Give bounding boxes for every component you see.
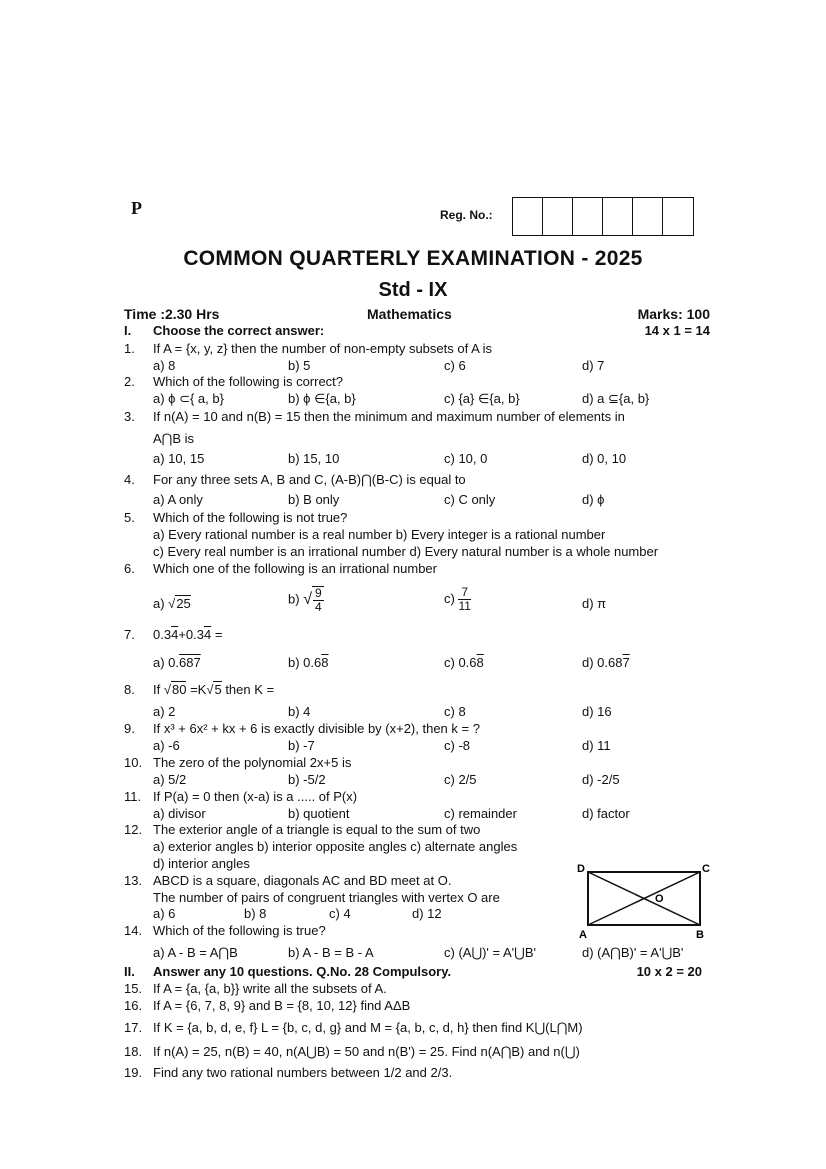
question-number: 2.: [124, 374, 135, 389]
option-d: d) ϕ: [582, 492, 605, 507]
option-c: c) -8: [444, 738, 470, 753]
question-number: 10.: [124, 755, 143, 770]
question-15: [124, 981, 710, 998]
vertex-a-label: A: [579, 929, 587, 941]
option-a: a) ϕ ⊂{ a, b}: [153, 391, 224, 406]
option-b: b) -7: [288, 738, 315, 753]
question-1-options: [124, 358, 710, 375]
option-d: d) (A⋂B)' = A'⋃B': [582, 945, 684, 960]
question-number: 19.: [124, 1065, 143, 1080]
option-d: d) 12: [412, 906, 442, 921]
question-text: If x³ + 6x² + kx + 6 is exactly divisible by (x+2), then k = ?: [153, 721, 480, 736]
question-4: [124, 472, 710, 489]
question-5-options-1: [124, 527, 710, 544]
option-b: b) quotient: [288, 806, 350, 821]
question-8: [124, 682, 710, 699]
reg-box[interactable]: [603, 198, 633, 235]
question-16: [124, 998, 710, 1015]
question-3-options: [124, 451, 710, 468]
option-c: c) 0.68: [444, 655, 484, 670]
option-b: b) 0.68: [288, 655, 329, 670]
option-d: d) 16: [582, 704, 612, 719]
option-b: b) √ $\frac{9}{4}$: [288, 586, 322, 614]
option-a: a) 10, 15: [153, 451, 205, 466]
option-c: c) C only: [444, 492, 496, 507]
option-line: d) interior angles: [153, 856, 250, 871]
question-text: If n(A) = 25, n(B) = 40, n(A⋃B) = 50 and n(B') = 25. Find n(A⋂B) and n(⋃): [153, 1044, 580, 1059]
question-text: 0.34+0.34 =: [153, 627, 223, 642]
option-a: a) 6: [153, 906, 176, 921]
question-text: The exterior angle of a triangle is equal to the sum of two: [153, 822, 481, 837]
exam-title: COMMON QUARTERLY EXAMINATION - 2025: [183, 247, 643, 270]
option-a: a) √25: [153, 596, 191, 611]
question-10: [124, 755, 710, 772]
question-number: 11.: [124, 789, 142, 804]
question-text: Which one of the following is an irrational number: [153, 561, 437, 576]
reg-box[interactable]: [543, 198, 573, 235]
exam-info-row: [124, 306, 710, 323]
option-d: d) 0, 10: [582, 451, 627, 466]
question-17: [124, 1020, 710, 1037]
question-number: 17.: [124, 1020, 143, 1035]
question-text: If A = {x, y, z} then the number of non-empty subsets of A is: [153, 341, 493, 356]
question-text: Find any two rational numbers between 1/2 and 2/3.: [153, 1065, 453, 1080]
question-number: 13.: [124, 873, 143, 888]
part-instruction: Choose the correct answer:: [153, 323, 325, 338]
question-7-options: [124, 655, 710, 672]
reg-no-label: Reg. No.:: [440, 208, 493, 222]
question-text: If P(a) = 0 then (x-a) is a ..... of P(x): [153, 789, 358, 804]
vertex-d-label: D: [577, 863, 585, 875]
vertex-c-label: C: [702, 863, 710, 875]
question-6: [124, 561, 710, 578]
option-line: a) exterior angles b) interior opposite angles c) alternate angles: [153, 839, 518, 854]
option-b: b) 8: [244, 906, 267, 921]
reg-box[interactable]: [633, 198, 663, 235]
question-5-options-2: [124, 544, 710, 561]
option-d: d) a ⊆{a, b}: [582, 391, 650, 406]
question-number: 3.: [124, 409, 135, 424]
question-text: ABCD is a square, diagonals AC and BD meet at O.: [153, 873, 452, 888]
question-text: If √80 =K√5 then K =: [153, 682, 275, 697]
question-text: If A = {6, 7, 8, 9} and B = {8, 10, 12} find AΔB: [153, 998, 411, 1013]
subject-label: Mathematics: [367, 306, 452, 322]
part1-heading: [124, 323, 710, 340]
question-7: [124, 627, 710, 644]
option-c: c) 4: [329, 906, 351, 921]
option-d: d) 0.687: [582, 655, 630, 670]
part-number: II.: [124, 964, 135, 979]
part-marks: 14 x 1 = 14: [644, 323, 710, 338]
option-a: a) divisor: [153, 806, 206, 821]
question-number: 8.: [124, 682, 135, 697]
marks-label: Marks: 100: [637, 306, 710, 322]
question-number: 12.: [124, 822, 143, 837]
question-6-options: [124, 586, 710, 620]
option-b: b) ϕ ∈{a, b}: [288, 391, 356, 406]
option-a: a) -6: [153, 738, 180, 753]
question-number: 7.: [124, 627, 135, 642]
question-number: 16.: [124, 998, 143, 1013]
option-c: c) (A⋃)' = A'⋃B': [444, 945, 536, 960]
question-text: Which of the following is correct?: [153, 374, 344, 389]
reg-no-boxes[interactable]: [512, 197, 694, 236]
question-4-options: [124, 492, 710, 509]
question-text: If A = {a, {a, b}} write all the subsets of A.: [153, 981, 387, 996]
option-d: d) 11: [582, 738, 611, 753]
option-b: b) 15, 10: [288, 451, 340, 466]
part-instruction: Answer any 10 questions. Q.No. 28 Compulsory.: [153, 964, 452, 979]
question-number: 4.: [124, 472, 135, 487]
question-2: [124, 374, 710, 391]
question-12: [124, 822, 710, 839]
option-d: d) 7: [582, 358, 605, 373]
reg-box[interactable]: [663, 198, 693, 235]
question-text: If n(A) = 10 and n(B) = 15 then the minimum and maximum number of elements in: [153, 409, 625, 424]
question-text: Which of the following is true?: [153, 923, 326, 938]
option-b: b) 5: [288, 358, 311, 373]
question-19: [124, 1065, 710, 1082]
question-2-options: [124, 391, 710, 408]
option-c: c) remainder: [444, 806, 517, 821]
question-10-options: [124, 772, 710, 789]
option-c: c) 2/5: [444, 772, 477, 787]
option-c: c) $\frac{7}{11}$: [444, 585, 471, 613]
option-a: a) A only: [153, 492, 203, 507]
question-14-options: [124, 945, 710, 962]
option-a: a) 2: [153, 704, 176, 719]
question-5: [124, 510, 710, 527]
option-d: d) π: [582, 596, 607, 611]
question-number: 14.: [124, 923, 143, 938]
question-number: 6.: [124, 561, 135, 576]
question-number: 5.: [124, 510, 135, 525]
option-b: b) 4: [288, 704, 311, 719]
question-11: [124, 789, 710, 806]
reg-box[interactable]: [513, 198, 543, 235]
page-code: P: [131, 198, 142, 218]
question-1: [124, 341, 710, 358]
center-o-label: O: [655, 893, 664, 905]
question-14: [124, 923, 710, 940]
option-b: b) A - B = B - A: [288, 945, 374, 960]
question-3: [124, 409, 710, 426]
std-label: Std - IX: [378, 279, 448, 301]
question-text: Which of the following is not true?: [153, 510, 348, 525]
option-a: a) 0.687: [153, 655, 201, 670]
question-number: 9.: [124, 721, 135, 736]
option-line: c) Every real number is an irrational number d) Every natural number is a whole number: [153, 544, 659, 559]
option-b: b) -5/2: [288, 772, 326, 787]
option-line: a) Every rational number is a real number b) Every integer is a rational number: [153, 527, 606, 542]
part-number: I.: [124, 323, 132, 338]
time-label: Time :2.30 Hrs: [124, 306, 220, 322]
question-12-options-1: [124, 839, 710, 856]
question-text: A⋂B is: [153, 431, 195, 446]
question-text: If K = {a, b, d, e, f} L = {b, c, d, g} and M = {a, b, c, d, h} then find K⋃(L⋂M): [153, 1020, 583, 1035]
reg-box[interactable]: [573, 198, 603, 235]
option-c: c) 8: [444, 704, 466, 719]
option-c: c) 6: [444, 358, 466, 373]
option-a: a) 8: [153, 358, 176, 373]
part-marks: 10 x 2 = 20: [636, 964, 702, 979]
question-number: 15.: [124, 981, 143, 996]
option-a: a) 5/2: [153, 772, 187, 787]
question-text: The zero of the polynomial 2x+5 is: [153, 755, 352, 770]
question-3-cont: [124, 431, 710, 448]
question-number: 1.: [124, 341, 135, 356]
question-number: 18.: [124, 1044, 143, 1059]
option-c: c) {a} ∈{a, b}: [444, 391, 520, 406]
question-18: [124, 1044, 710, 1061]
part2-heading: [124, 964, 710, 981]
option-d: d) factor: [582, 806, 630, 821]
question-9: [124, 721, 710, 738]
option-b: b) B only: [288, 492, 340, 507]
option-c: c) 10, 0: [444, 451, 488, 466]
option-d: d) -2/5: [582, 772, 620, 787]
option-a: a) A - B = A⋂B: [153, 945, 238, 960]
vertex-b-label: B: [696, 929, 704, 941]
question-11-options: [124, 806, 710, 823]
question-9-options: [124, 738, 710, 755]
question-text: For any three sets A, B and C, (A-B)⋂(B-C) is equal to: [153, 472, 466, 487]
question-8-options: [124, 704, 710, 721]
question-text: The number of pairs of congruent triangles with vertex O are: [153, 890, 500, 905]
